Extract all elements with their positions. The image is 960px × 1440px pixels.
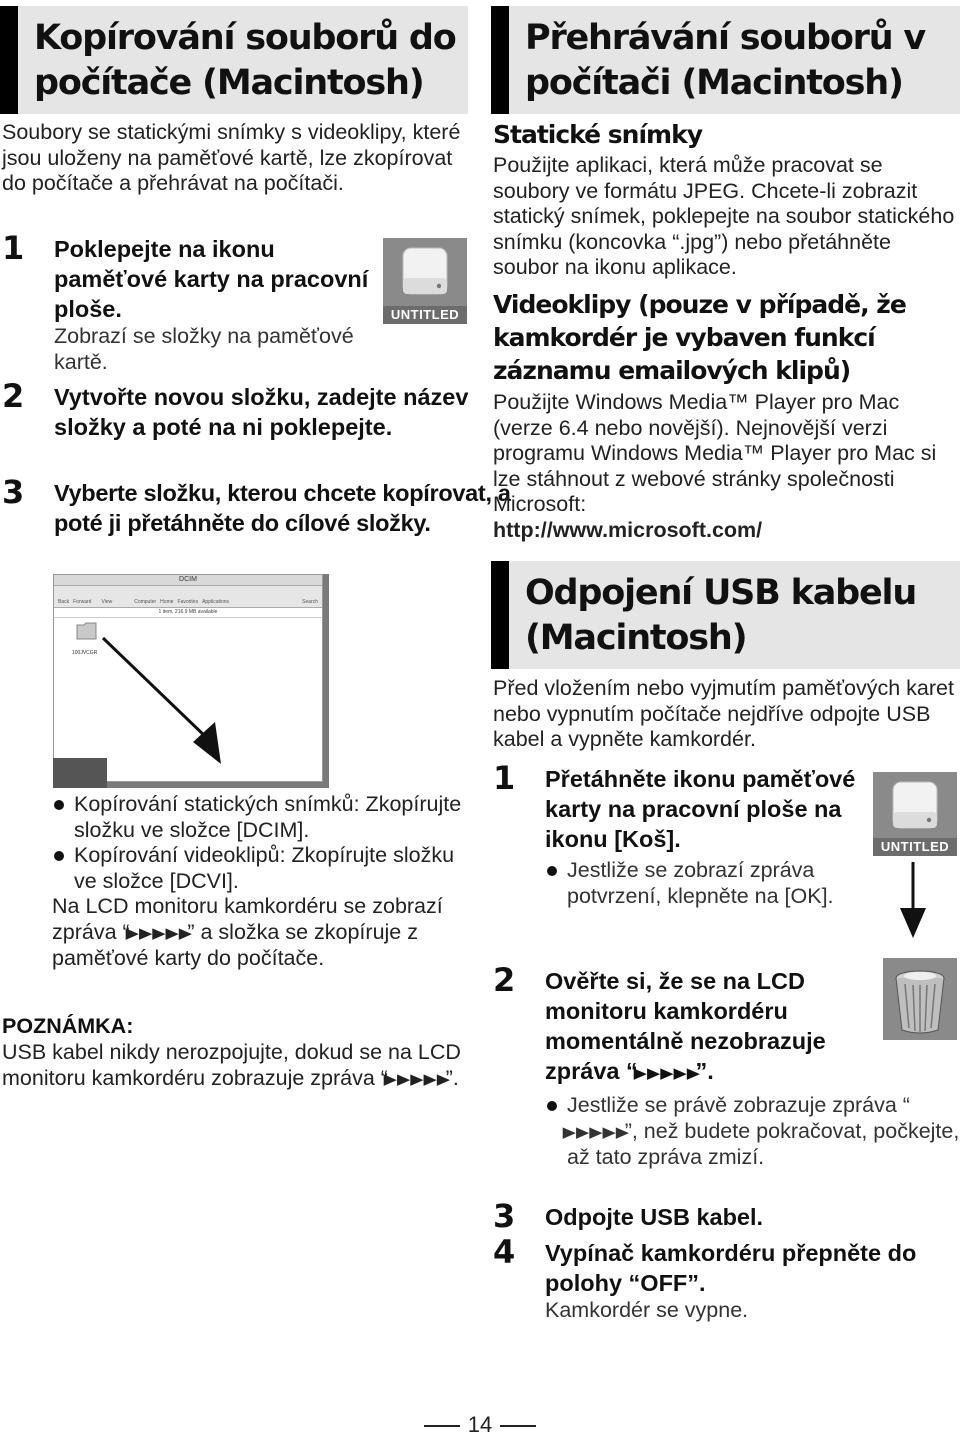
step-title-before: Ověřte si, že se na LCD monitoru kamkordéru momentálně nezobrazuje zpráva “	[545, 968, 826, 1084]
usb-step-4	[493, 1233, 960, 1324]
step-title: Vyberte složku, kterou chcete kopírovat, a poté ji přetáhněte do cílové složky.	[54, 480, 511, 536]
step-number: 1	[493, 759, 516, 797]
video-clips-paragraph: Použijte Windows Media™ Player pro Mac (verze 6.4 nebo novější). Nejnovější verzi programu Windows Media™ Player pro Mac si lze stáhnout z webové stránky společnosti Microsoft:	[493, 390, 937, 517]
section-heading-playback: Přehrávání souborů v počítači (Macintosh)	[491, 6, 960, 114]
lcd-message-text	[52, 894, 466, 972]
bullet-item: Kopírování statických snímků: Zkopírujte složku ve složce [DCIM].	[52, 792, 466, 843]
finder-toolbar-view[interactable]: View	[101, 599, 113, 605]
step-1	[2, 229, 394, 375]
step-3	[2, 473, 520, 538]
page-number-dash	[424, 1425, 460, 1427]
note-before: USB kabel nikdy nerozpojujte, dokud se na LCD monitoru kamkordéru zobrazuje zpráva “	[2, 1040, 461, 1090]
drag-arrow-icon	[53, 574, 329, 788]
step-bullet	[545, 1093, 960, 1171]
step-bullet-before: Jestliže se právě zobrazuje zpráva “	[567, 1093, 910, 1117]
step-number: 3	[2, 473, 25, 511]
bullet-item: Kopírování videoklipů: Zkopírujte složku ve složce [DCVI].	[52, 843, 466, 894]
finder-window-title: DCIM	[179, 576, 197, 583]
step-subtext: Zobrazí se složky na paměťové kartě.	[54, 324, 354, 374]
lcd-text-before: Na LCD monitoru kamkordéru se zobrazí zpráva “	[52, 894, 443, 944]
step-title: Vypínač kamkordéru přepněte do polohy “OFF”.	[545, 1240, 917, 1296]
finder-toolbar-favorites[interactable]: Favorites	[177, 599, 199, 605]
down-arrow-icon	[898, 862, 928, 942]
drive-label: UNTITLED	[880, 839, 950, 854]
left-column	[0, 0, 511, 1090]
step-number: 2	[2, 377, 25, 415]
page-number	[0, 1412, 960, 1438]
microsoft-url-link[interactable]: http://www.microsoft.com/	[493, 517, 763, 542]
step-number: 3	[493, 1197, 516, 1235]
progress-arrows-icon: ▶▶▶▶▶	[562, 1123, 630, 1141]
step-2	[2, 377, 516, 442]
usb-intro-text	[493, 676, 959, 753]
step-bullet-after: ”, než budete pokračovat, počkejte, až tato zpráva zmizí.	[567, 1118, 960, 1170]
usb-step-2	[493, 961, 960, 1171]
finder-toolbar-home[interactable]: Home	[160, 599, 174, 605]
finder-status-bar: 1 item, 216.9 MB available	[54, 608, 322, 618]
step-subtext: Kamkordér se vypne.	[545, 1298, 749, 1322]
intro-paragraph: Soubory se statickými snímky s videoklipy, které jsou uloženy na paměťové kartě, lze zkopírovat do počítače a přehrávat na počítači.	[2, 120, 461, 196]
right-column	[491, 0, 960, 1322]
lcd-text-after: ” a složka se zkopíruje z paměťové karty do počítače.	[52, 919, 418, 971]
still-images-paragraph: Použijte aplikaci, která může pracovat se soubory ve formátu JPEG. Chcete-li zobrazit statický snímek, poklepejte na soubor statického snímku (koncovka “.jpg”) nebo přetáhněte soubor na ikonu aplikace.	[493, 153, 955, 280]
progress-arrows-icon: ▶▶▶▶▶	[125, 924, 192, 942]
step-number: 4	[493, 1233, 516, 1271]
progress-arrows-icon: ▶▶▶▶▶	[633, 1065, 700, 1082]
finder-screenshot	[53, 574, 329, 788]
progress-arrows-icon: ▶▶▶▶▶	[383, 1070, 450, 1088]
drive-label: UNTITLED	[390, 307, 460, 322]
memory-card-drive-icon[interactable]	[383, 238, 467, 324]
note-text	[2, 1040, 468, 1092]
finder-toolbar-back[interactable]: Back	[58, 599, 70, 605]
still-images-text	[493, 153, 959, 281]
step-title: Vytvořte novou složku, zadejte název složky a poté na ni poklepejte.	[54, 384, 469, 440]
section-heading-usb-disconnect: Odpojení USB kabelu (Macintosh)	[491, 561, 960, 669]
note-after: ”.	[445, 1065, 459, 1090]
step-title: Odpojte USB kabel.	[545, 1204, 764, 1230]
memory-card-drive-icon[interactable]	[873, 772, 957, 856]
finder-toolbar-search[interactable]: Search	[302, 599, 318, 605]
page-number-value: 14	[467, 1412, 493, 1437]
intro-text	[2, 120, 468, 197]
step-title: Poklepejte na ikonu paměťové karty na pracovní ploše.	[54, 236, 369, 322]
usb-intro-paragraph: Před vložením nebo vyjmutím paměťových karet nebo vypnutím počítače nejdříve odpojte USB kabel a vypněte kamkordér.	[493, 676, 954, 752]
video-clips-text	[493, 390, 959, 544]
note-label: POZNÁMKA:	[2, 1014, 134, 1038]
step-title	[545, 966, 855, 1089]
finder-toolbar-computer[interactable]: Computer	[134, 599, 157, 605]
step-number: 1	[2, 229, 25, 267]
usb-step-3	[493, 1197, 960, 1235]
finder-toolbar-forward[interactable]: Forward	[73, 599, 92, 605]
usb-step-1	[493, 759, 897, 909]
page-number-dash	[500, 1425, 536, 1427]
step-title: Přetáhněte ikonu paměťové karty na pracovní ploše na ikonu [Koš].	[545, 766, 856, 852]
step-bullet: Jestliže se zobrazí zpráva potvrzení, klepněte na [OK].	[545, 858, 897, 909]
subheading-video-clips: Videoklipy (pouze v případě, že kamkordér je vybaven funkcí záznamu emailových klipů)	[493, 290, 906, 385]
step-title-after: ”.	[695, 1058, 714, 1084]
copy-bullets	[52, 792, 466, 894]
folder-name: 100JVCGR	[72, 650, 98, 656]
subheading-still-images: Statické snímky	[493, 120, 702, 149]
finder-toolbar-applications[interactable]: Applications	[202, 599, 230, 605]
step-number: 2	[493, 961, 516, 999]
section-heading-copy-files: Kopírování souborů do počítače (Macintosh)	[0, 6, 468, 114]
